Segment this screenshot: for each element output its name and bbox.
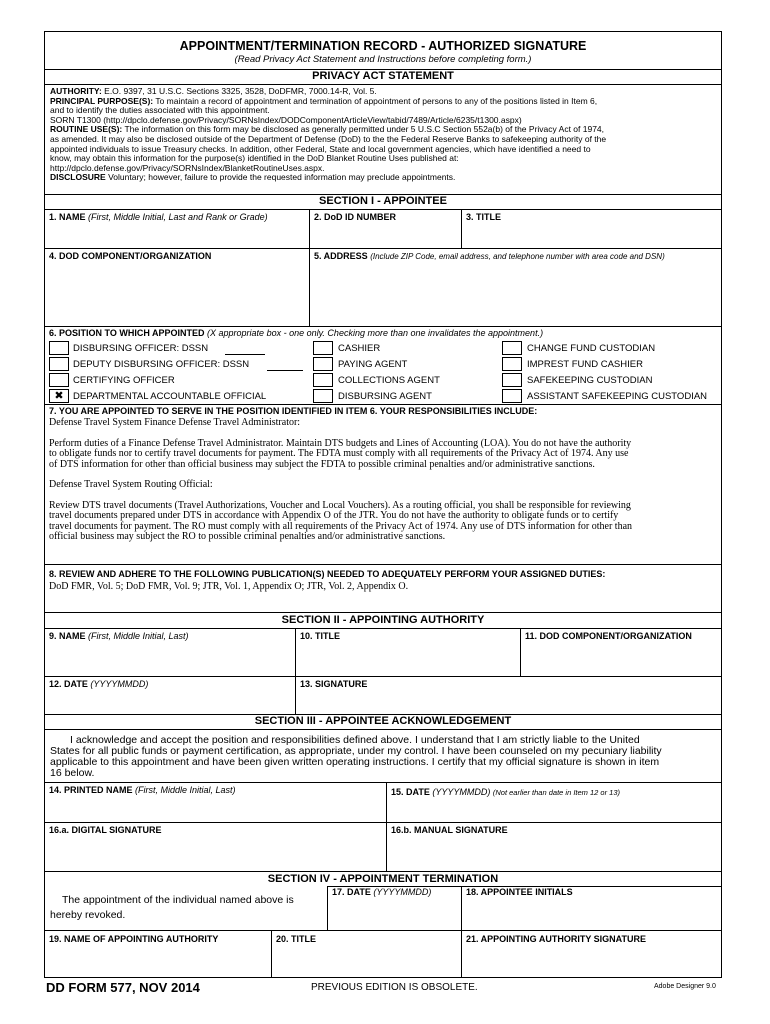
authority-signature-field[interactable] — [296, 677, 721, 714]
ack-line: States for all public funds or payment certification, as appropriate, under my control. I have been counseled on my pecuniary liability — [50, 745, 662, 757]
checkbox-imprest-fund-cashier[interactable] — [502, 357, 522, 371]
routine-text-3: appointed individuals to issue Treasury checks. In addition, other Federal, State and local government agencies, which have identified a need to — [50, 143, 591, 154]
option-paying-agent: PAYING AGENT — [338, 359, 408, 370]
authority-name-field[interactable] — [45, 629, 295, 676]
printed-name-field[interactable] — [45, 783, 386, 822]
address-field[interactable] — [310, 249, 721, 326]
dod-id-field[interactable] — [310, 210, 461, 248]
revocation-line: The appointment of the individual named above is — [62, 894, 294, 906]
form-number: DD FORM 577, NOV 2014 — [46, 980, 200, 995]
routine-text-2: as amended. It may also be disclosed outside of the Department of Defense (DoD) to the the Federal Reserve Banks to safekeeping authority of the — [50, 133, 607, 144]
checkbox-cashier[interactable] — [313, 341, 333, 355]
privacy-heading: PRIVACY ACT STATEMENT — [312, 70, 454, 82]
purpose-label: PRINCIPAL PURPOSE(S): — [50, 95, 154, 106]
purpose-text-2: and to identify the duties associated with this appointment. — [50, 105, 270, 116]
resp-heading-ro: Defense Travel System Routing Official: — [49, 479, 213, 490]
option-departmental-accountable-official: DEPARTMENTAL ACCOUNTABLE OFFICIAL — [73, 391, 267, 402]
appointee-initials-label: 18. APPOINTEE INITIALS — [466, 887, 573, 897]
name-field-label: 1. NAME (First, Middle Initial, Last and Rank or Grade) — [49, 212, 268, 222]
authority-title-label: 10. TITLE — [300, 631, 341, 641]
resp-line: to obligate funds nor to certify travel documents for payment. The FDTA must comply with all requirements of the Privacy Act of 1974. Any use — [49, 448, 629, 459]
checkbox-change-fund-custodian[interactable] — [502, 341, 522, 355]
appointing-authority-signature-label: 21. APPOINTING AUTHORITY SIGNATURE — [466, 934, 647, 944]
option-imprest-fund-cashier: IMPREST FUND CASHIER — [527, 359, 643, 370]
publications-value[interactable]: DoD FMR, Vol. 5; DoD FMR, Vol. 9; JTR, Vol. 1, Appendix O; JTR, Vol. 2, Appendix O. — [49, 581, 409, 592]
checkbox-disbursing-agent[interactable] — [313, 389, 333, 403]
appointing-authority-title-field[interactable] — [272, 931, 461, 978]
option-certifying-officer: CERTIFYING OFFICER — [73, 375, 175, 386]
section1-heading: SECTION I - APPOINTEE — [319, 195, 447, 207]
checkbox-assistant-safekeeping-custodian[interactable] — [502, 389, 522, 403]
option-change-fund-custodian: CHANGE FUND CUSTODIAN — [527, 343, 656, 354]
appointee-date-field[interactable] — [387, 783, 721, 822]
checkbox-paying-agent[interactable] — [313, 357, 333, 371]
obsolete-notice: PREVIOUS EDITION IS OBSOLETE. — [311, 982, 478, 993]
resp-line: Review DTS travel documents (Travel Authorizations, Voucher and Local Vouchers). As a routing official, you shall be responsible for reviewing — [49, 499, 631, 511]
revocation-line: hereby revoked. — [50, 909, 126, 921]
form-frame — [44, 31, 722, 978]
resp-line: of DTS information for other than official business may subject the FDTA to possible criminal penalties and/or administrative sanctions. — [49, 458, 595, 470]
purpose-text: To maintain a record of appointment and termination of appointment of persons to any of the positions listed in Item 6, — [155, 95, 598, 106]
ack-line: I acknowledge and accept the position and responsibilities defined above. I understand that I am strictly liable to the United — [70, 734, 640, 746]
authority-component-label: 11. DOD COMPONENT/ORGANIZATION — [525, 631, 692, 641]
authority-label: AUTHORITY: — [50, 86, 102, 96]
resp-line: travel documents prepared under DTS in accordance with Appendix O of the JTR. You do not have the authority to obligate funds or to certify — [49, 510, 619, 521]
authority-date-field[interactable] — [45, 677, 295, 714]
responsibilities-text[interactable] — [49, 418, 719, 543]
section3-heading: SECTION III - APPOINTEE ACKNOWLEDGEMENT — [254, 715, 512, 727]
appointing-authority-name-label: 19. NAME OF APPOINTING AUTHORITY — [49, 934, 219, 944]
appointing-authority-signature-field[interactable] — [462, 931, 721, 978]
routine-text-4: know, may obtain this information for the purpose(s) identified in the DoD Blanket Routine Uses published at: — [50, 153, 459, 164]
authority-signature-label: 13. SIGNATURE — [300, 679, 368, 689]
disclosure-text: Voluntary; however, failure to provide the requested information may preclude appointments. — [108, 172, 456, 183]
appointee-initials-field[interactable] — [462, 886, 721, 930]
printed-name-label: 14. PRINTED NAME (First, Middle Initial, Last) — [49, 785, 236, 795]
authority-name-label: 9. NAME (First, Middle Initial, Last) — [49, 631, 189, 641]
appointing-authority-title-label: 20. TITLE — [276, 934, 317, 944]
routine-text: The information on this form may be disclosed as generally permitted under 5 U.S.C Section 552a(b) of the Privacy Act of 1974, — [124, 124, 605, 135]
publications-label: 8. REVIEW AND ADHERE TO THE FOLLOWING PUBLICATION(S) NEEDED TO ADEQUATELY PERFORM YOUR ASSIGNED DUTIES: — [49, 569, 606, 579]
checkbox-deputy-disbursing-officer[interactable] — [49, 357, 69, 371]
manual-signature-label: 16.b. MANUAL SIGNATURE — [391, 825, 508, 835]
section4-heading: SECTION IV - APPOINTMENT TERMINATION — [267, 873, 499, 885]
resp-heading-fdta: Defense Travel System Finance Defense Travel Administrator: — [49, 417, 301, 428]
appointee-date-label: 15. DATE (YYYYMMDD) (Not earlier than date in Item 12 or 13) — [391, 787, 621, 797]
checkbox-safekeeping-custodian[interactable] — [502, 373, 522, 387]
component-field[interactable] — [45, 249, 309, 326]
section2-heading: SECTION II - APPOINTING AUTHORITY — [281, 614, 485, 626]
routine-label: ROUTINE USE(S): — [50, 124, 123, 135]
option-cashier: CASHIER — [338, 343, 381, 354]
option-safekeeping-custodian: SAFEKEEPING CUSTODIAN — [527, 375, 653, 386]
disclosure-label: DISCLOSURE — [50, 172, 106, 183]
resp-line: travel documents for payment. The RO must comply with all requirements of the Privacy Act of 1974. Any use of DTS information for other than — [49, 520, 633, 532]
form-title: APPOINTMENT/TERMINATION RECORD - AUTHORIZED SIGNATURE — [179, 39, 587, 53]
sorn-text: SORN T1300 (http://dpclo.defense.gov/Privacy/SORNsIndex/DODComponentArticleView/tabid/7489/Article/6235/t1300.aspx) — [50, 114, 522, 125]
resp-line: Perform duties of a Finance Defense Travel Administrator. Maintain DTS budgets and Lines of Accounting (LOA). You do not have the authority — [49, 437, 632, 449]
form-subtitle: (Read Privacy Act Statement and Instructions before completing form.) — [234, 54, 532, 65]
option-disbursing-agent: DISBURSING AGENT — [338, 391, 432, 402]
position-label: 6. POSITION TO WHICH APPOINTED (X appropriate box - one only. Checking more than one invalidates the appointment.) — [49, 328, 544, 338]
revocation-text — [50, 895, 326, 921]
authority-text: E.O. 9397, 31 U.S.C. Sections 3325, 3528, DoDFMR, 7000.14-R, Vol. 5. — [104, 86, 377, 96]
termination-date-label: 17. DATE (YYYYMMDD) — [332, 887, 432, 897]
address-label: 5. ADDRESS (Include ZIP Code, email address, and telephone number with area code and DSN) — [314, 251, 665, 261]
checkbox-certifying-officer[interactable] — [49, 373, 69, 387]
authority-title-field[interactable] — [296, 629, 520, 676]
routine-text-5: http://dpclo.defense.gov/Privacy/SORNsIndex/BlanketRoutineUses.aspx. — [50, 162, 325, 173]
component-label: 4. DOD COMPONENT/ORGANIZATION — [49, 251, 212, 261]
title-label: 3. TITLE — [466, 212, 502, 222]
digital-signature-label: 16.a. DIGITAL SIGNATURE — [49, 825, 162, 835]
ack-line: 16 below. — [50, 767, 95, 779]
appointing-authority-name-field[interactable] — [45, 931, 271, 978]
option-assistant-safekeeping-custodian: ASSISTANT SAFEKEEPING CUSTODIAN — [527, 391, 708, 402]
resp-line: official business may subject the RO to possible criminal penalties and/or administrative sanctions. — [49, 531, 446, 542]
privacy-statement — [50, 87, 720, 183]
digital-signature-field[interactable] — [45, 823, 386, 871]
authority-component-field[interactable] — [521, 629, 721, 676]
acknowledgement-text — [50, 735, 718, 779]
termination-date-field[interactable] — [328, 886, 461, 930]
manual-signature-field[interactable] — [387, 823, 721, 871]
checkbox-disbursing-officer[interactable] — [49, 341, 69, 355]
option-collections-agent: COLLECTIONS AGENT — [338, 375, 440, 386]
option-deputy-disbursing-officer: DEPUTY DISBURSING OFFICER: DSSN — [73, 359, 250, 370]
producer-note: Adobe Designer 9.0 — [654, 983, 716, 990]
responsibilities-label: 7. YOU ARE APPOINTED TO SERVE IN THE POSITION IDENTIFIED IN ITEM 6. YOUR RESPONSIBILITIES INCLUDE: — [49, 406, 538, 416]
appointee-name-field[interactable] — [45, 210, 309, 248]
dod-id-label: 2. DoD ID NUMBER — [314, 212, 397, 222]
authority-date-label: 12. DATE (YYYYMMDD) — [49, 679, 149, 689]
appointee-title-field[interactable] — [462, 210, 721, 248]
option-disbursing-officer: DISBURSING OFFICER: DSSN — [73, 343, 209, 354]
ack-line: applicable to this appointment and have been given written operating instructions. I certify that my official signature is shown in item — [50, 756, 660, 768]
checkbox-departmental-accountable-official[interactable]: ✖ — [49, 389, 69, 403]
checkbox-collections-agent[interactable] — [313, 373, 333, 387]
